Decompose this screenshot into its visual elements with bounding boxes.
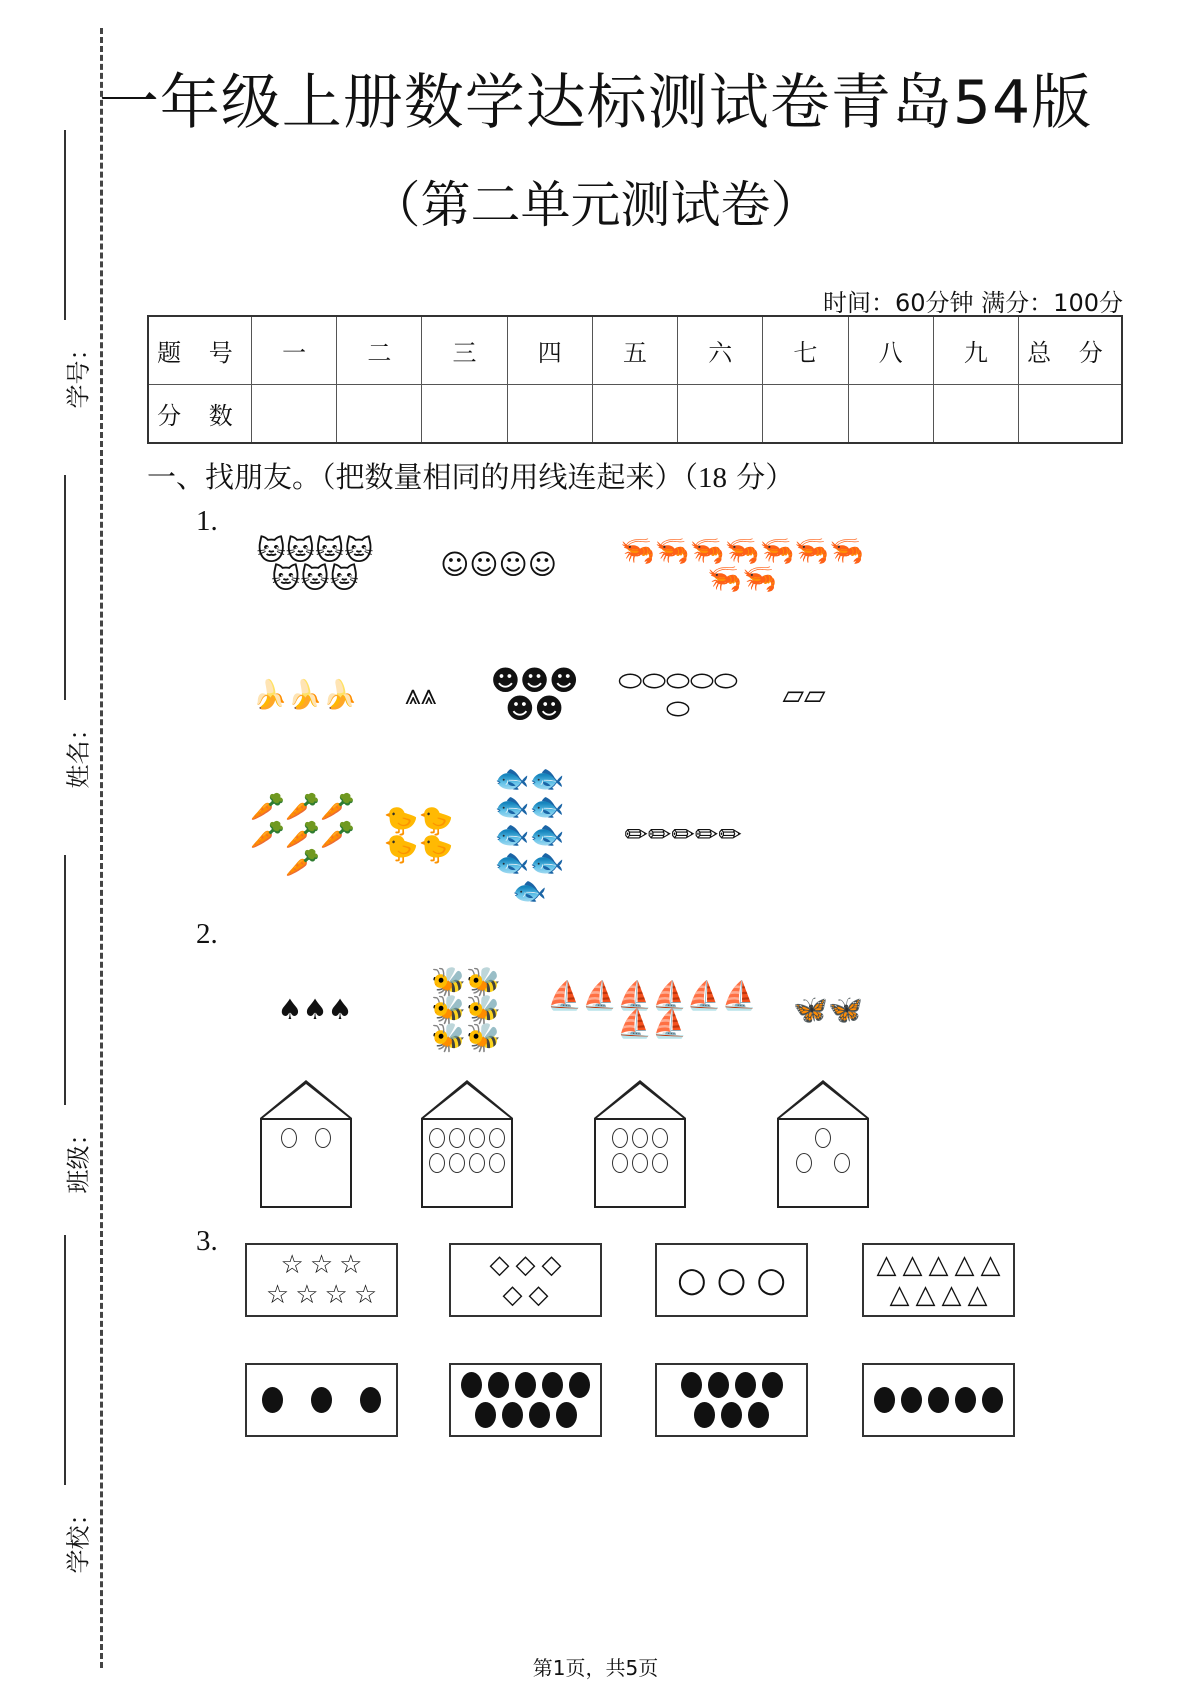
q1-row3 [250,762,810,907]
bees-group[interactable] [416,965,516,1054]
children-icon: ☻ [519,664,550,697]
plates-group[interactable] [613,664,743,725]
roof-fill [597,1084,683,1118]
triangle-icon: △ [889,1280,910,1310]
circle-icon [632,1153,648,1173]
section-heading [147,455,794,496]
cat-icon: 🐱 [329,562,359,595]
triangle-icon: △ [902,1250,923,1280]
star-icon: ☆ [339,1250,363,1280]
diamond-icon: ◇ [502,1280,523,1310]
carrot-icon: 🥕 [319,818,355,851]
children-icon: ☻ [490,664,520,697]
dot-icon [556,1402,577,1428]
circle-icon [429,1128,445,1148]
pencil-icon: ✏ [671,818,695,851]
dot-icon [475,1402,496,1428]
ship-icon: ⛵ [652,1007,687,1040]
dot-icon [681,1372,702,1398]
bee-icon: 🐝 [466,1021,501,1054]
star-icon: ☆ [265,1280,290,1310]
star-icon: ☆ [280,1250,304,1280]
pencil-icon: ✏ [624,818,648,851]
heading-text: 一、找朋友。（把数量相同的用线连起来）（ [147,460,699,494]
time-info: 时间：60分钟 满分：100分 [823,289,1123,317]
pencils-group[interactable] [603,818,763,851]
score-cell[interactable] [252,384,337,443]
ship-icon: ⛵ [617,979,652,1012]
butterflie-icon: 🦋 [793,993,828,1026]
diamonds-box[interactable] [449,1243,602,1317]
children-icon: ☻ [549,664,579,697]
cat-icon: 🐱 [256,534,286,567]
header-cell: 二 [337,316,422,384]
shrimp-icon: 🦐 [794,534,830,567]
q1-row2 [250,640,870,750]
monk-icon: ☺ [469,548,499,581]
shrimp-icon: 🦐 [742,562,777,595]
fish-icon: 🐟 [529,790,565,823]
star-icon: ☆ [353,1280,378,1310]
row-label: 分 数 [148,384,252,443]
dot-icon [529,1402,550,1428]
chick-icon: 🐤 [383,804,419,837]
diamond-icon: ◇ [541,1250,562,1280]
score-table [147,315,1123,444]
score-cell[interactable] [678,384,763,443]
shrimp-icon: 🦐 [689,534,725,567]
pencil-icon: ✏ [718,818,742,851]
heading-points: 18 [698,462,728,494]
bamboo-shoot-icon: ♠ [327,993,353,1026]
triangle-icon: △ [954,1250,975,1280]
ship-icon: ⛵ [652,979,687,1012]
pencil-icon: ✏ [647,818,672,851]
triangle-icon: △ [980,1250,1001,1280]
circle-icon [834,1153,850,1173]
cat-icon: 🐱 [285,534,315,567]
towel-icon: ▱ [804,678,826,711]
diamond-icon: ◇ [489,1250,510,1280]
carrot-icon: 🥕 [250,790,286,823]
circle-icon [315,1128,331,1148]
ship-icon: ⛵ [582,979,618,1012]
student-id-label: 学号： [64,336,93,409]
butterflie-icon: 🦋 [828,993,863,1026]
score-cell[interactable] [592,384,677,443]
page-footer: 第1页，共5页 [532,1656,659,1680]
triangles-box[interactable] [862,1243,1015,1317]
name-line [64,475,66,700]
score-cell[interactable] [337,384,422,443]
shrimp-icon: 🦐 [829,534,865,567]
house-3[interactable] [777,1118,869,1208]
carrots-group[interactable] [250,790,355,879]
chick-icon: 🐤 [383,832,419,865]
ship-icon: ⛵ [547,979,583,1012]
shrimp-icon: 🦐 [724,534,760,567]
circle-icon [796,1153,812,1173]
score-cell[interactable] [507,384,592,443]
circle-icon [449,1153,465,1173]
header-cell: 九 [933,316,1018,384]
circle-icon [429,1153,445,1173]
bamboo-shoots-group[interactable] [240,993,390,1026]
fish-icon: 🐟 [529,846,565,879]
ship-icon: ⛵ [617,1007,652,1040]
header-cell: 题 号 [148,316,252,384]
plate-icon: ⬭ [666,692,690,725]
question-number: 3. [196,1225,218,1257]
circle-icon [652,1128,668,1148]
house-8[interactable] [421,1118,513,1208]
cat-icon: 🐱 [300,562,330,595]
children-icon: ☻ [505,692,535,725]
fish-icon: 🐟 [529,762,565,795]
compasse-icon: ⩓ [405,678,421,711]
carrot-icon: 🥕 [285,846,320,879]
fish-icon: 🐟 [512,874,547,907]
fish-icon: 🐟 [494,818,530,851]
dot-icon [735,1372,756,1398]
dot-icon [901,1387,922,1413]
header-cell: 四 [507,316,592,384]
q2-row1 [240,950,890,1070]
dot-icon [721,1402,742,1428]
bamboo-shoot-icon: ♠ [302,993,328,1026]
house-6[interactable] [594,1118,686,1208]
star-icon: ☆ [324,1280,348,1310]
dot-icon [515,1372,536,1398]
pencil-icon: ✏ [694,818,719,851]
butterflies-group[interactable] [788,993,868,1026]
score-cell[interactable] [422,384,507,443]
compasse-icon: ⩓ [421,678,437,711]
fish-group[interactable] [482,762,577,907]
monk-icon: ☺ [440,548,470,581]
children-group[interactable] [482,664,587,725]
shrimp-icon: 🦐 [654,534,690,567]
children-icon: ☻ [534,692,564,725]
fish-icon: 🐟 [494,762,530,795]
score-table-header-row [148,316,1122,384]
cat-icon: 🐱 [271,562,301,595]
dots-3-box[interactable] [245,1363,398,1437]
header-cell: 总 分 [1019,316,1123,384]
plate-icon: ⬭ [666,664,690,697]
bee-icon: 🐝 [466,965,501,998]
class-line [64,855,66,1105]
dot-icon [982,1387,1003,1413]
circle-icon [449,1128,465,1148]
score-table-score-row [148,384,1122,443]
diamond-icon: ◇ [515,1250,536,1280]
chicks-group[interactable] [381,804,456,865]
circle-icon [489,1153,505,1173]
circle-icon [612,1153,628,1173]
page-title: 一年级上册数学达标测试卷青岛54版 [98,68,1093,138]
triangle-icon: △ [941,1280,962,1310]
fish-icon: 🐟 [494,790,530,823]
q1-row1 [245,515,885,615]
header-cell: 三 [422,316,507,384]
fish-icon: 🐟 [494,846,530,879]
cut-line [100,28,103,1668]
dot-icon [874,1387,895,1413]
dots-7-box[interactable] [655,1363,808,1437]
diamond-icon: ◇ [528,1280,549,1310]
monks-group[interactable] [411,548,586,581]
ship-icon: ⛵ [721,979,757,1012]
compasses-group[interactable] [386,678,456,711]
house-2[interactable] [260,1118,352,1208]
score-cell[interactable] [1019,384,1123,443]
star-icon: ☆ [295,1280,319,1310]
bamboo-shoot-icon: ♠ [277,993,303,1026]
banana-icon: 🍌 [287,678,323,711]
dots-5-box[interactable] [862,1363,1015,1437]
dot-icon [928,1387,949,1413]
circle-icon [612,1128,628,1148]
dot-icon [488,1372,509,1398]
shrimp-icon: 🦐 [619,534,655,567]
bee-icon: 🐝 [431,1021,466,1054]
circle-icon [815,1128,831,1148]
header-cell: 七 [763,316,848,384]
plate-icon: ⬭ [689,664,714,697]
towels-group[interactable] [769,678,839,711]
dot-icon [461,1372,482,1398]
fish-icon: 🐟 [529,818,565,851]
triangle-icon: △ [915,1280,936,1310]
shrimp-group[interactable] [612,534,872,595]
house-body [260,1118,352,1208]
chick-icon: 🐤 [418,804,454,837]
bee-icon: 🐝 [466,993,501,1026]
circle-icon: ○ [756,1260,786,1300]
circle-icon: ○ [676,1260,707,1300]
name-label: 姓名： [64,716,93,789]
carrot-icon: 🥕 [285,790,320,823]
star-icon: ☆ [309,1250,334,1280]
ship-icon: ⛵ [686,979,722,1012]
circle-icon [469,1128,485,1148]
dot-icon [360,1387,381,1413]
dot-icon [311,1387,332,1413]
question-number: 2. [196,918,218,950]
header-cell: 一 [252,316,337,384]
banana-icon: 🍌 [322,678,358,711]
question-number: 1. [196,505,218,537]
plate-icon: ⬭ [642,664,667,697]
dots-9-box[interactable] [449,1363,602,1437]
bee-icon: 🐝 [431,965,466,998]
header-cell: 五 [592,316,677,384]
carrot-icon: 🥕 [319,790,355,823]
dot-icon [708,1372,729,1398]
heading-suffix: 分） [727,460,795,494]
cat-icon: 🐱 [315,534,345,567]
school-label: 学校： [64,1501,93,1574]
page-subtitle: （第二单元测试卷） [370,176,821,234]
triangle-icon: △ [876,1250,897,1280]
dot-icon [955,1387,976,1413]
circle-icon [469,1153,485,1173]
roof-fill [780,1084,866,1118]
house-body [777,1118,869,1208]
carrot-icon: 🥕 [285,818,320,851]
school-line [64,1235,66,1485]
header-cell: 六 [678,316,763,384]
roof-fill [424,1084,510,1118]
cats-group[interactable] [245,534,385,595]
plate-icon: ⬭ [713,664,738,697]
score-cell[interactable] [933,384,1018,443]
dot-icon [262,1387,283,1413]
triangle-icon: △ [928,1250,949,1280]
shrimp-icon: 🦐 [759,534,795,567]
triangle-icon: △ [967,1280,988,1310]
circle-icon: ○ [716,1260,747,1300]
dot-icon [502,1402,523,1428]
shrimp-icon: 🦐 [707,562,742,595]
roof-fill [263,1084,349,1118]
bee-icon: 🐝 [431,993,466,1026]
bananas-group[interactable] [250,678,360,711]
towel-icon: ▱ [782,678,804,711]
house-body [421,1118,513,1208]
circle-icon [489,1128,505,1148]
score-cell[interactable] [848,384,933,443]
circle-icon [632,1128,648,1148]
stars-box[interactable] [245,1243,398,1317]
circle-icon [281,1128,297,1148]
monk-icon: ☺ [527,548,557,581]
house-body [594,1118,686,1208]
score-cell[interactable] [763,384,848,443]
class-label: 班级： [64,1121,93,1194]
dot-icon [694,1402,715,1428]
monk-icon: ☺ [498,548,528,581]
cat-icon: 🐱 [344,534,374,567]
banana-icon: 🍌 [252,678,288,711]
circles-box[interactable] [655,1243,808,1317]
dot-icon [569,1372,590,1398]
plate-icon: ⬭ [618,664,643,697]
chick-icon: 🐤 [418,832,454,865]
dot-icon [748,1402,769,1428]
header-cell: 八 [848,316,933,384]
dot-icon [542,1372,563,1398]
carrot-icon: 🥕 [250,818,286,851]
dot-icon [762,1372,783,1398]
ships-group[interactable] [542,979,762,1040]
circle-icon [652,1153,668,1173]
